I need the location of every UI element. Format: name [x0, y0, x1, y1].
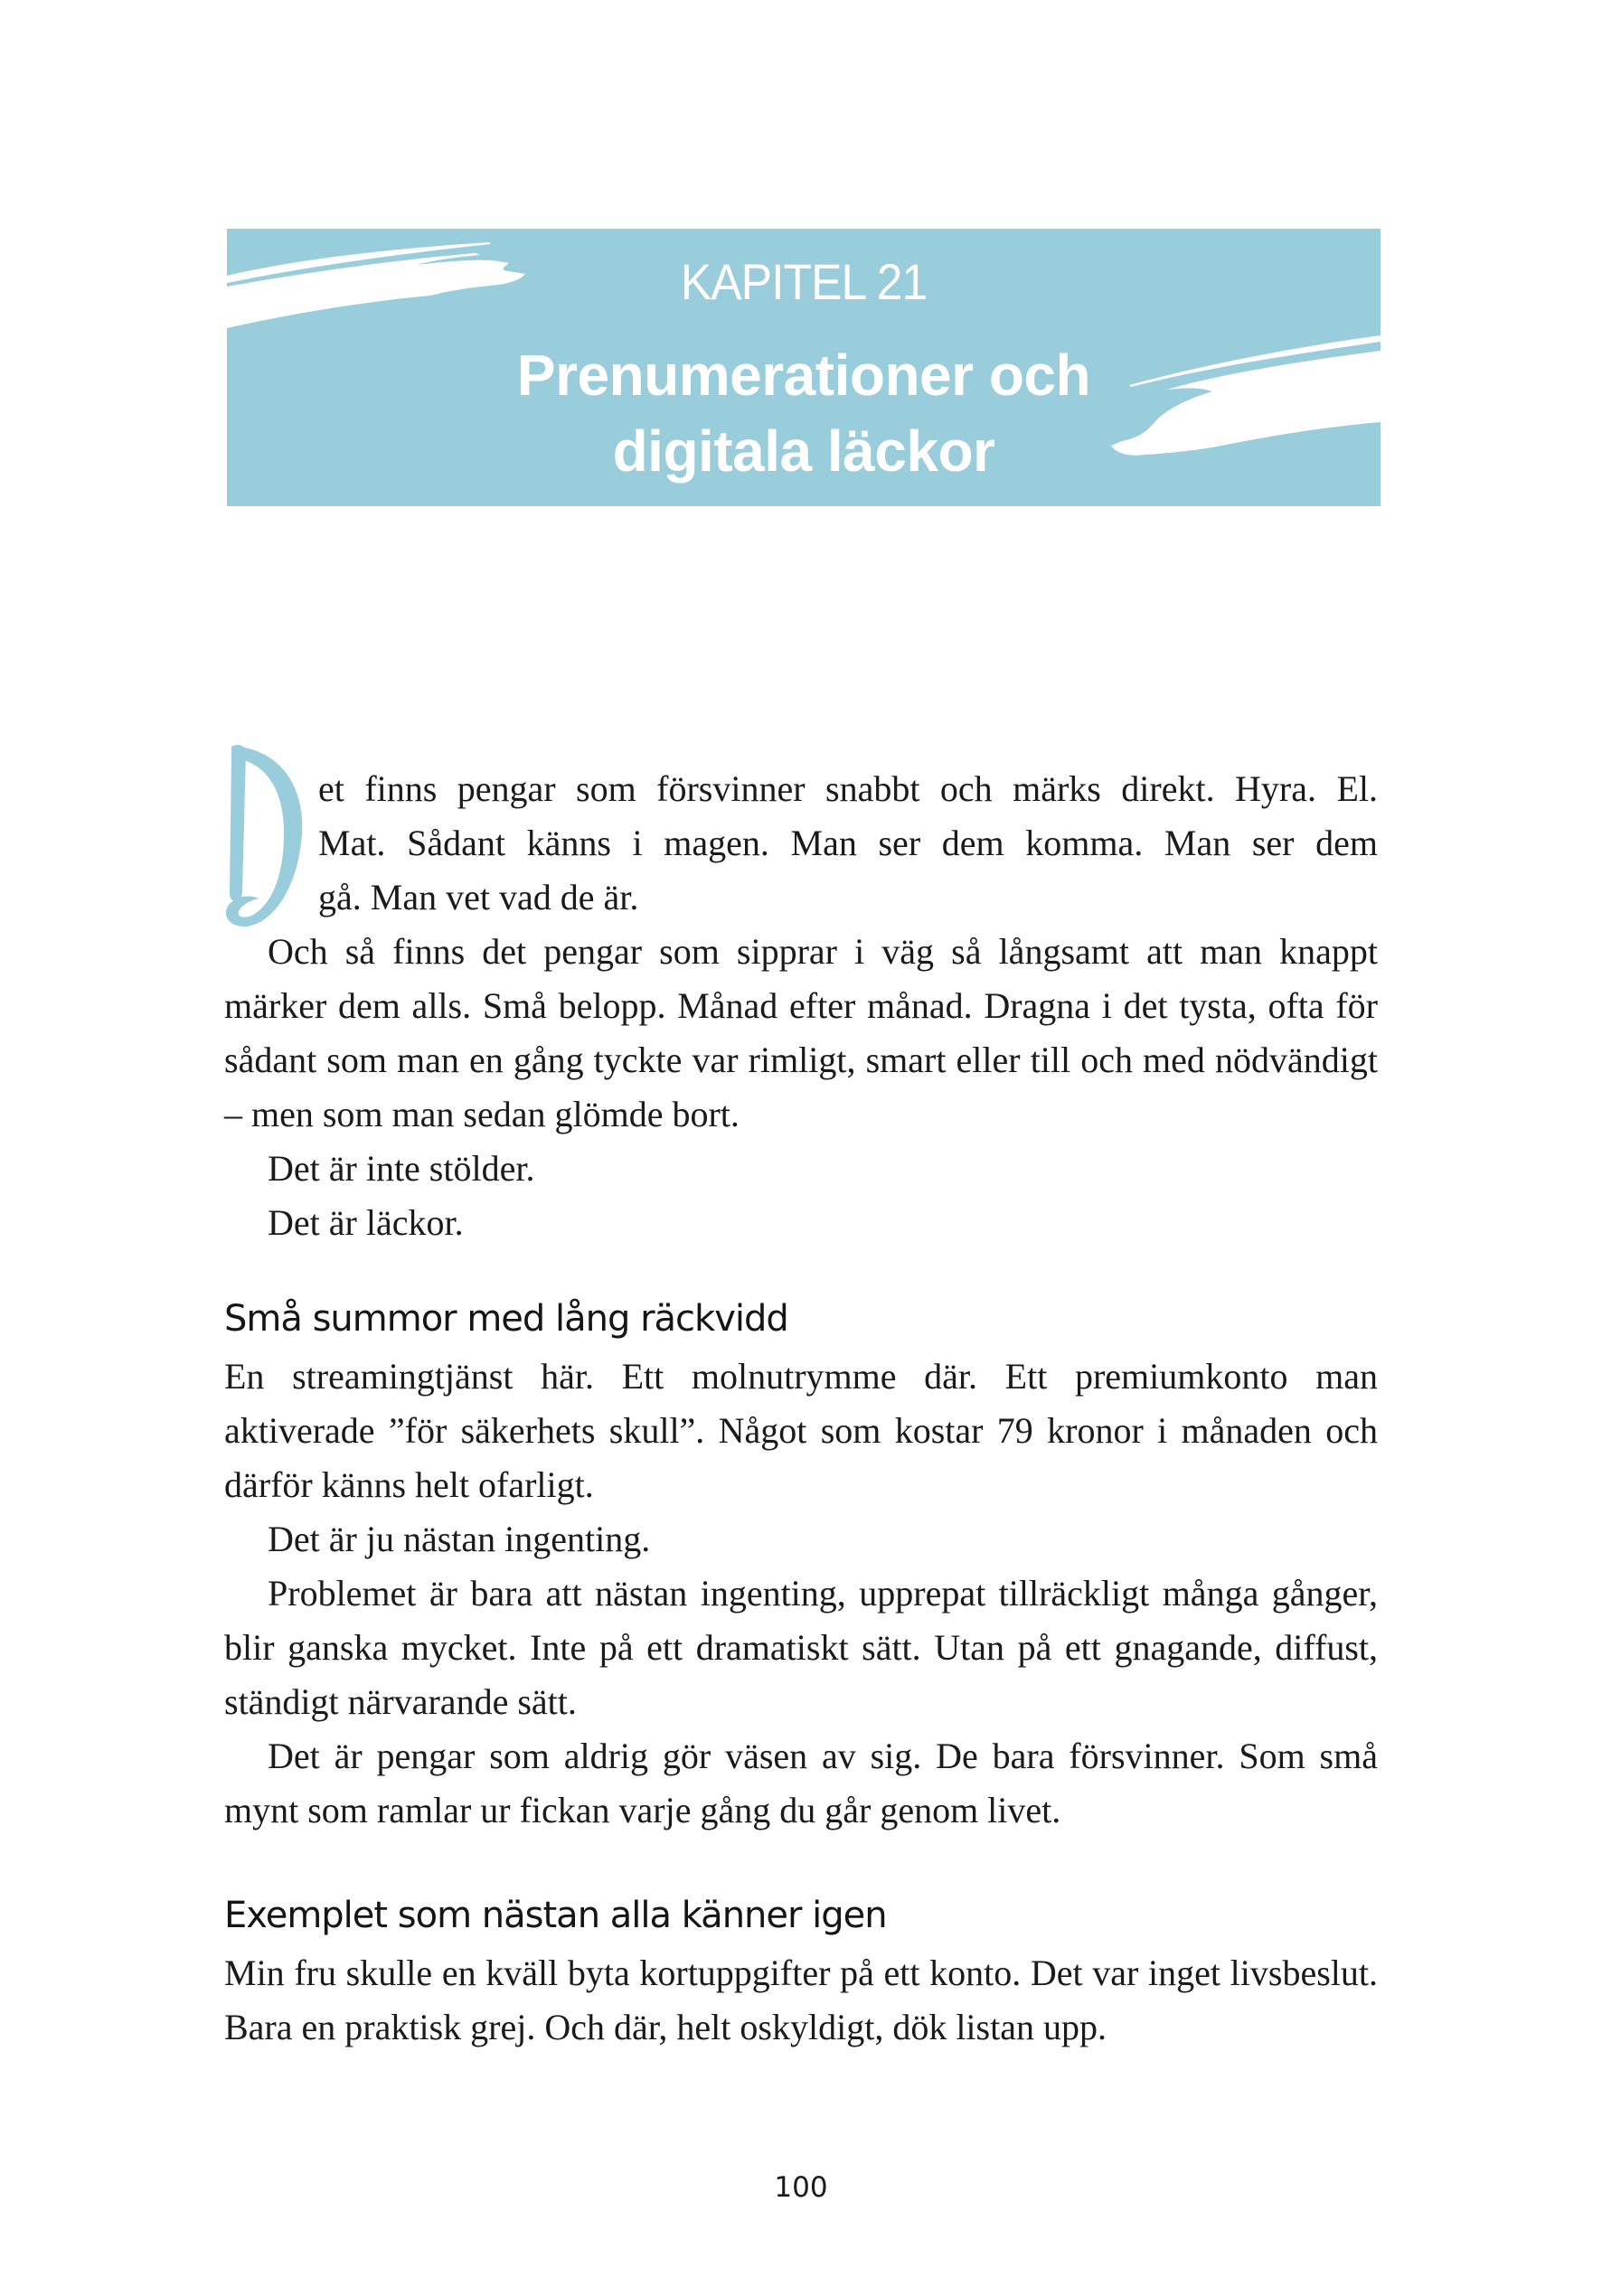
paragraph: Min fru skulle en kväll byta kortuppgifter på ett konto. Det var inget livsbeslut. Bara en praktisk grej. Och där, helt oskyldigt, dök listan upp.	[224, 1953, 1378, 2047]
chapter-title	[227, 337, 1381, 489]
paragraph: Det är ju nästan ingenting.	[268, 1519, 651, 1559]
intro-body	[224, 925, 1378, 1250]
paragraph: Och så finns det pengar som sipprar i väg så långsamt att man knappt märker dem alls. Små belopp. Månad efter månad. Dragna i det tysta, ofta för sådant som man en gång tyckte var rimligt, smart eller till och med nödvändigt – men som man sedan glömde bort.	[224, 931, 1378, 1134]
chapter-label: KAPITEL 21	[680, 253, 928, 310]
opening-line-3: gå. Man vet vad de är.	[318, 877, 639, 917]
section-heading: Små summor med lång räckvidd	[224, 1298, 788, 1340]
paragraph: En streamingtjänst här. Ett molnutrymme där. Ett premiumkonto man aktiverade ”för säkerhets skull”. Något som kostar 79 kronor i månaden och därför känns helt ofarligt.	[224, 1356, 1378, 1505]
section-body	[224, 1350, 1378, 1838]
chapter-title-line-2: digitala läckor	[612, 419, 995, 484]
paragraph: Problemet är bara att nästan ingenting, upprepat tillräckligt många gånger, blir ganska mycket. Inte på ett dramatiskt sätt. Utan på ett gnagande, diffust, ständigt närvarande sätt.	[224, 1573, 1378, 1722]
section-heading: Exemplet som nästan alla känner igen	[224, 1895, 887, 1936]
drop-cap-letter-d	[219, 734, 309, 933]
chapter-title-line-1: Prenumerationer och	[516, 343, 1091, 408]
opening-line-2: Mat. Sådant känns i magen. Man ser dem komma. Man ser dem	[318, 823, 1378, 863]
paragraph: Det är läckor.	[268, 1202, 464, 1243]
opening-line-1: et finns pengar som försvinner snabbt och märks direkt. Hyra. El.	[318, 768, 1378, 809]
page-number: 100	[774, 2171, 828, 2204]
paragraph: Det är pengar som aldrig gör väsen av sig. De bara försvinner. Som små mynt som ramlar ur fickan varje gång du går genom livet.	[224, 1736, 1378, 1830]
opening-paragraph	[318, 762, 1378, 925]
chapter-banner	[227, 229, 1381, 506]
paragraph: Det är inte stölder.	[268, 1148, 535, 1189]
section-body	[224, 1946, 1378, 2055]
